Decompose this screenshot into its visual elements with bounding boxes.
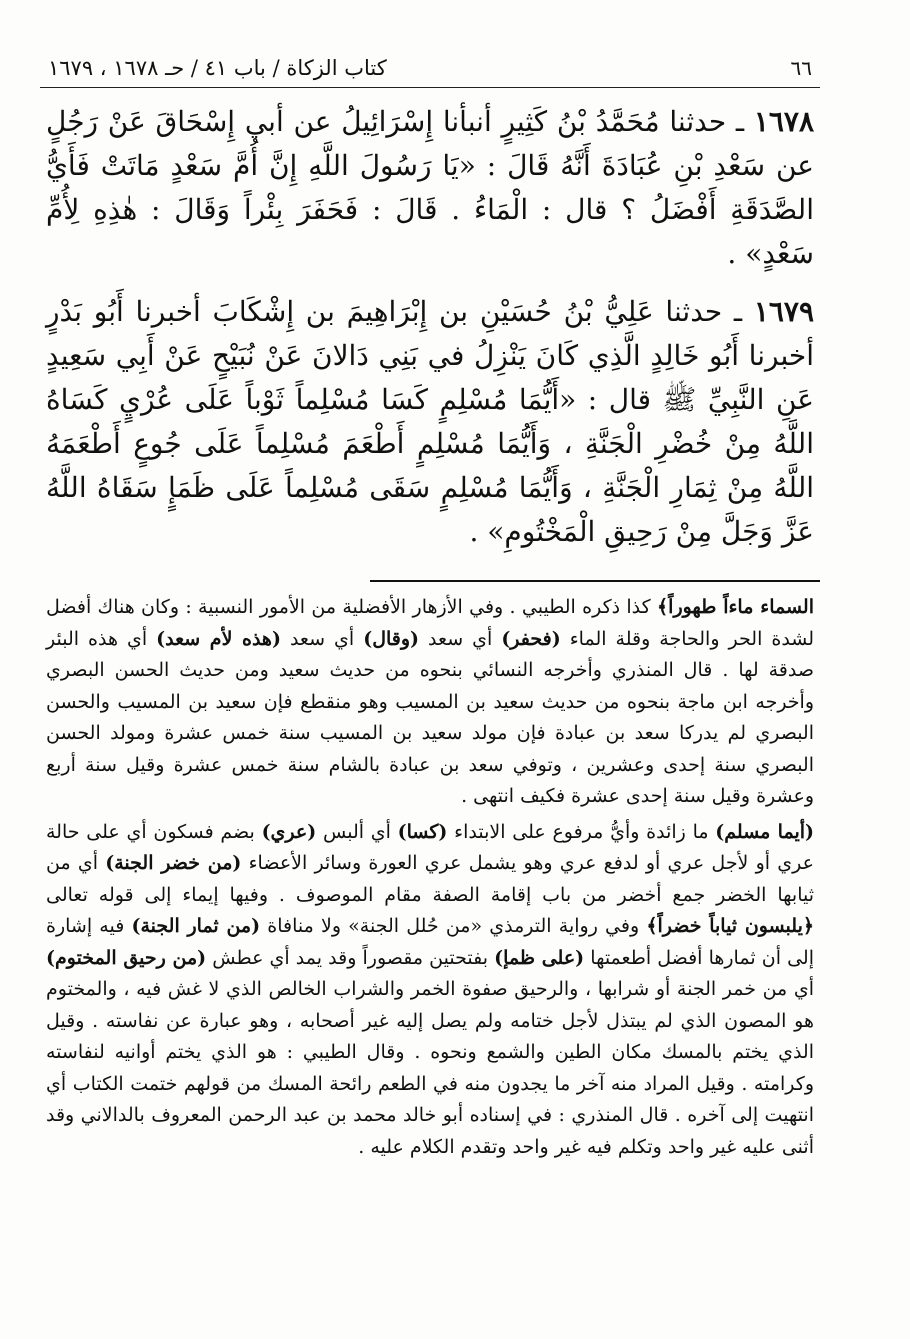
bold-term: (هذه لأم سعد) <box>156 627 281 650</box>
running-title: كتاب الزكاة / باب ٤١ / حـ ١٦٧٨ ، ١٦٧٩ <box>48 56 387 80</box>
hadith-number: ١٦٧٩ <box>753 295 814 328</box>
hadith-text: ـ حدثنا عَلِيُّ بْنُ حُسَيْنِ بن إِبْرَاهِيمَ بن إِشْكَابَ أخبرنا أَبُو بَدْرٍ أخبرنا أَبُو خَالِدٍ الَّذِي كَانَ يَنْزِلُ في بَنِي دَالانَ عَنْ نُبَيْحٍ عَنْ أَبِي سَعِيدٍ عَنِ النَّبِيِّ ﷺ قال : «أَيُّمَا مُسْلِمٍ كَسَا مُسْلِماً ثَوْباً عَلَى عُرْيٍ كَسَاهُ اللَّهُ مِنْ خُضْرِ الْجَنَّةِ ، وَأَيُّمَا مُسْلِمٍ أَطْعَمَ مُسْلِماً عَلَى جُوعٍ أَطْعَمَهُ اللَّهُ مِنْ ثِمَارِ الْجَنَّةِ ، وَأَيُّمَا مُسْلِمٍ سَقَى مُسْلِماً عَلَى ظَمَإٍ سَقَاهُ اللَّهُ عَزَّ وَجَلَّ مِنْ رَحِيقِ الْمَخْتُومِ» . <box>46 295 814 548</box>
commentary <box>40 592 820 1163</box>
bold-term: (فحفر) <box>501 627 561 650</box>
bold-term: (كسا) <box>397 820 448 843</box>
bold-term: (على ظمإ) <box>494 946 585 969</box>
commentary-paragraph-1 <box>46 592 814 813</box>
bold-term: السماء ماءاً طهوراً﴾ <box>657 596 814 618</box>
page-header <box>40 55 820 88</box>
commentary-text: فيه إشارة إلى أن ثمارها أفضل أطعمتها <box>46 915 814 969</box>
commentary-text: بفتحتين مقصوراً وقد يمد أي عطش <box>206 946 495 969</box>
commentary-text: أي هذه البئر صدقة لها . قال المنذري وأخرجه النسائي بنحوه من حديث سعيد ومن حديث الحسن البصري وأخرجه ابن ماجة بنحوه من حديث سعيد بن المسيب وهو منقطع فإن سعيد بن المسيب والحسن البصري لم يدركا سعد بن عبادة فإن مولد سعيد بن المسيب سنة خمس عشرة ومولد الحسن البصري سنة إحدى وعشرين ، وتوفي سعد بن عبادة بالشام سنة خمس عشرة وقيل سنة أربع وعشرة وقيل سنة إحدى عشرة فكيف انتهى . <box>46 627 814 807</box>
hadith-1678 <box>40 100 820 276</box>
page-number: ٦٦ <box>790 56 812 80</box>
commentary-text: وفي رواية الترمذي «من حُلل الجنة» ولا منافاة <box>260 915 647 937</box>
bold-term: ﴿يلبسون ثياباً خضراً﴾ <box>646 915 815 937</box>
commentary-text: أي سعد <box>419 627 502 650</box>
commentary-text: أي ألبس <box>316 820 398 843</box>
hadith-text: ـ حدثنا مُحَمَّدُ بْنُ كَثِيرٍ أنبأنا إِسْرَائِيلُ عن أبي إِسْحَاقَ عَنْ رَجُلٍ عن سَعْدِ بْنِ عُبَادَةَ أَنَّهُ قَالَ : «يَا رَسُولَ اللَّهِ إِنَّ أُمَّ سَعْدٍ مَاتَتْ فَأَيُّ الصَّدَقَةِ أَفْضَلُ ؟ قال : الْمَاءُ . قَالَ : فَحَفَرَ بِئْراً وَقَالَ : هٰذِهِ لِأُمِّ سَعْدٍ» . <box>46 105 814 270</box>
commentary-text: كذا ذكره الطيبي . وفي الأزهار الأفضلية من الأمور النسبية : وكان هناك أفضل لشدة الحر والحاجة وقلة الماء <box>46 596 815 650</box>
commentary-text: أي من خمر الجنة أو شرابها ، والرحيق صفوة الخمر والشراب الخالص الذي لا غش فيه ، والمختوم هو المصون الذي لم يبتذل لأجل ختامه ولم يصل إليه غير أصحابه ، وهو عبارة عن نفاسته . وقيل الذي يختم بالمسك مكان الطين والشمع ونحوه . وقال الطيبي : هو الذي يختم أوانيه لنفاسته وكرامته . وقيل المراد منه آخر ما يجدون منه في الطعم رائحة المسك من قولهم ختمت الكتاب أي انتهيت إلى آخره . قال المنذري : في إسناده أبو خالد محمد بن عبد الرحمن المعروف بالدالاني وقد أثنى عليه غير واحد وتكلم فيه غير واحد وتقدم الكلام عليه . <box>46 978 814 1158</box>
bold-term: (من ثمار الجنة) <box>131 915 261 937</box>
commentary-text: أي سعد <box>280 627 364 650</box>
bold-term: (من رحيق المختوم) <box>46 946 207 969</box>
commentary-paragraph-2 <box>46 817 814 1164</box>
footnote-separator <box>370 580 820 582</box>
bold-term: (وقال) <box>363 627 420 650</box>
commentary-text: ما زائدة وأيُّ مرفوع على الابتداء <box>447 820 716 843</box>
commentary-text: بضم فسكون أي على حالة عري أو لأجل عري أو لدفع عري وهو يشمل عري العورة وسائر الأعضاء <box>46 820 814 874</box>
bold-term: (عري) <box>261 820 317 843</box>
bold-term: (من خضر الجنة) <box>105 852 242 874</box>
hadith-number: ١٦٧٨ <box>753 105 814 138</box>
commentary-text: أي من ثيابها الخضر جمع أخضر من باب إقامة الصفة مقام الموصوف . وفيها إيماء إلى قوله تعالى <box>46 852 814 906</box>
book-page <box>40 55 820 1305</box>
hadith-1679 <box>40 290 820 554</box>
bold-term: (أيما مسلم) <box>715 820 815 843</box>
